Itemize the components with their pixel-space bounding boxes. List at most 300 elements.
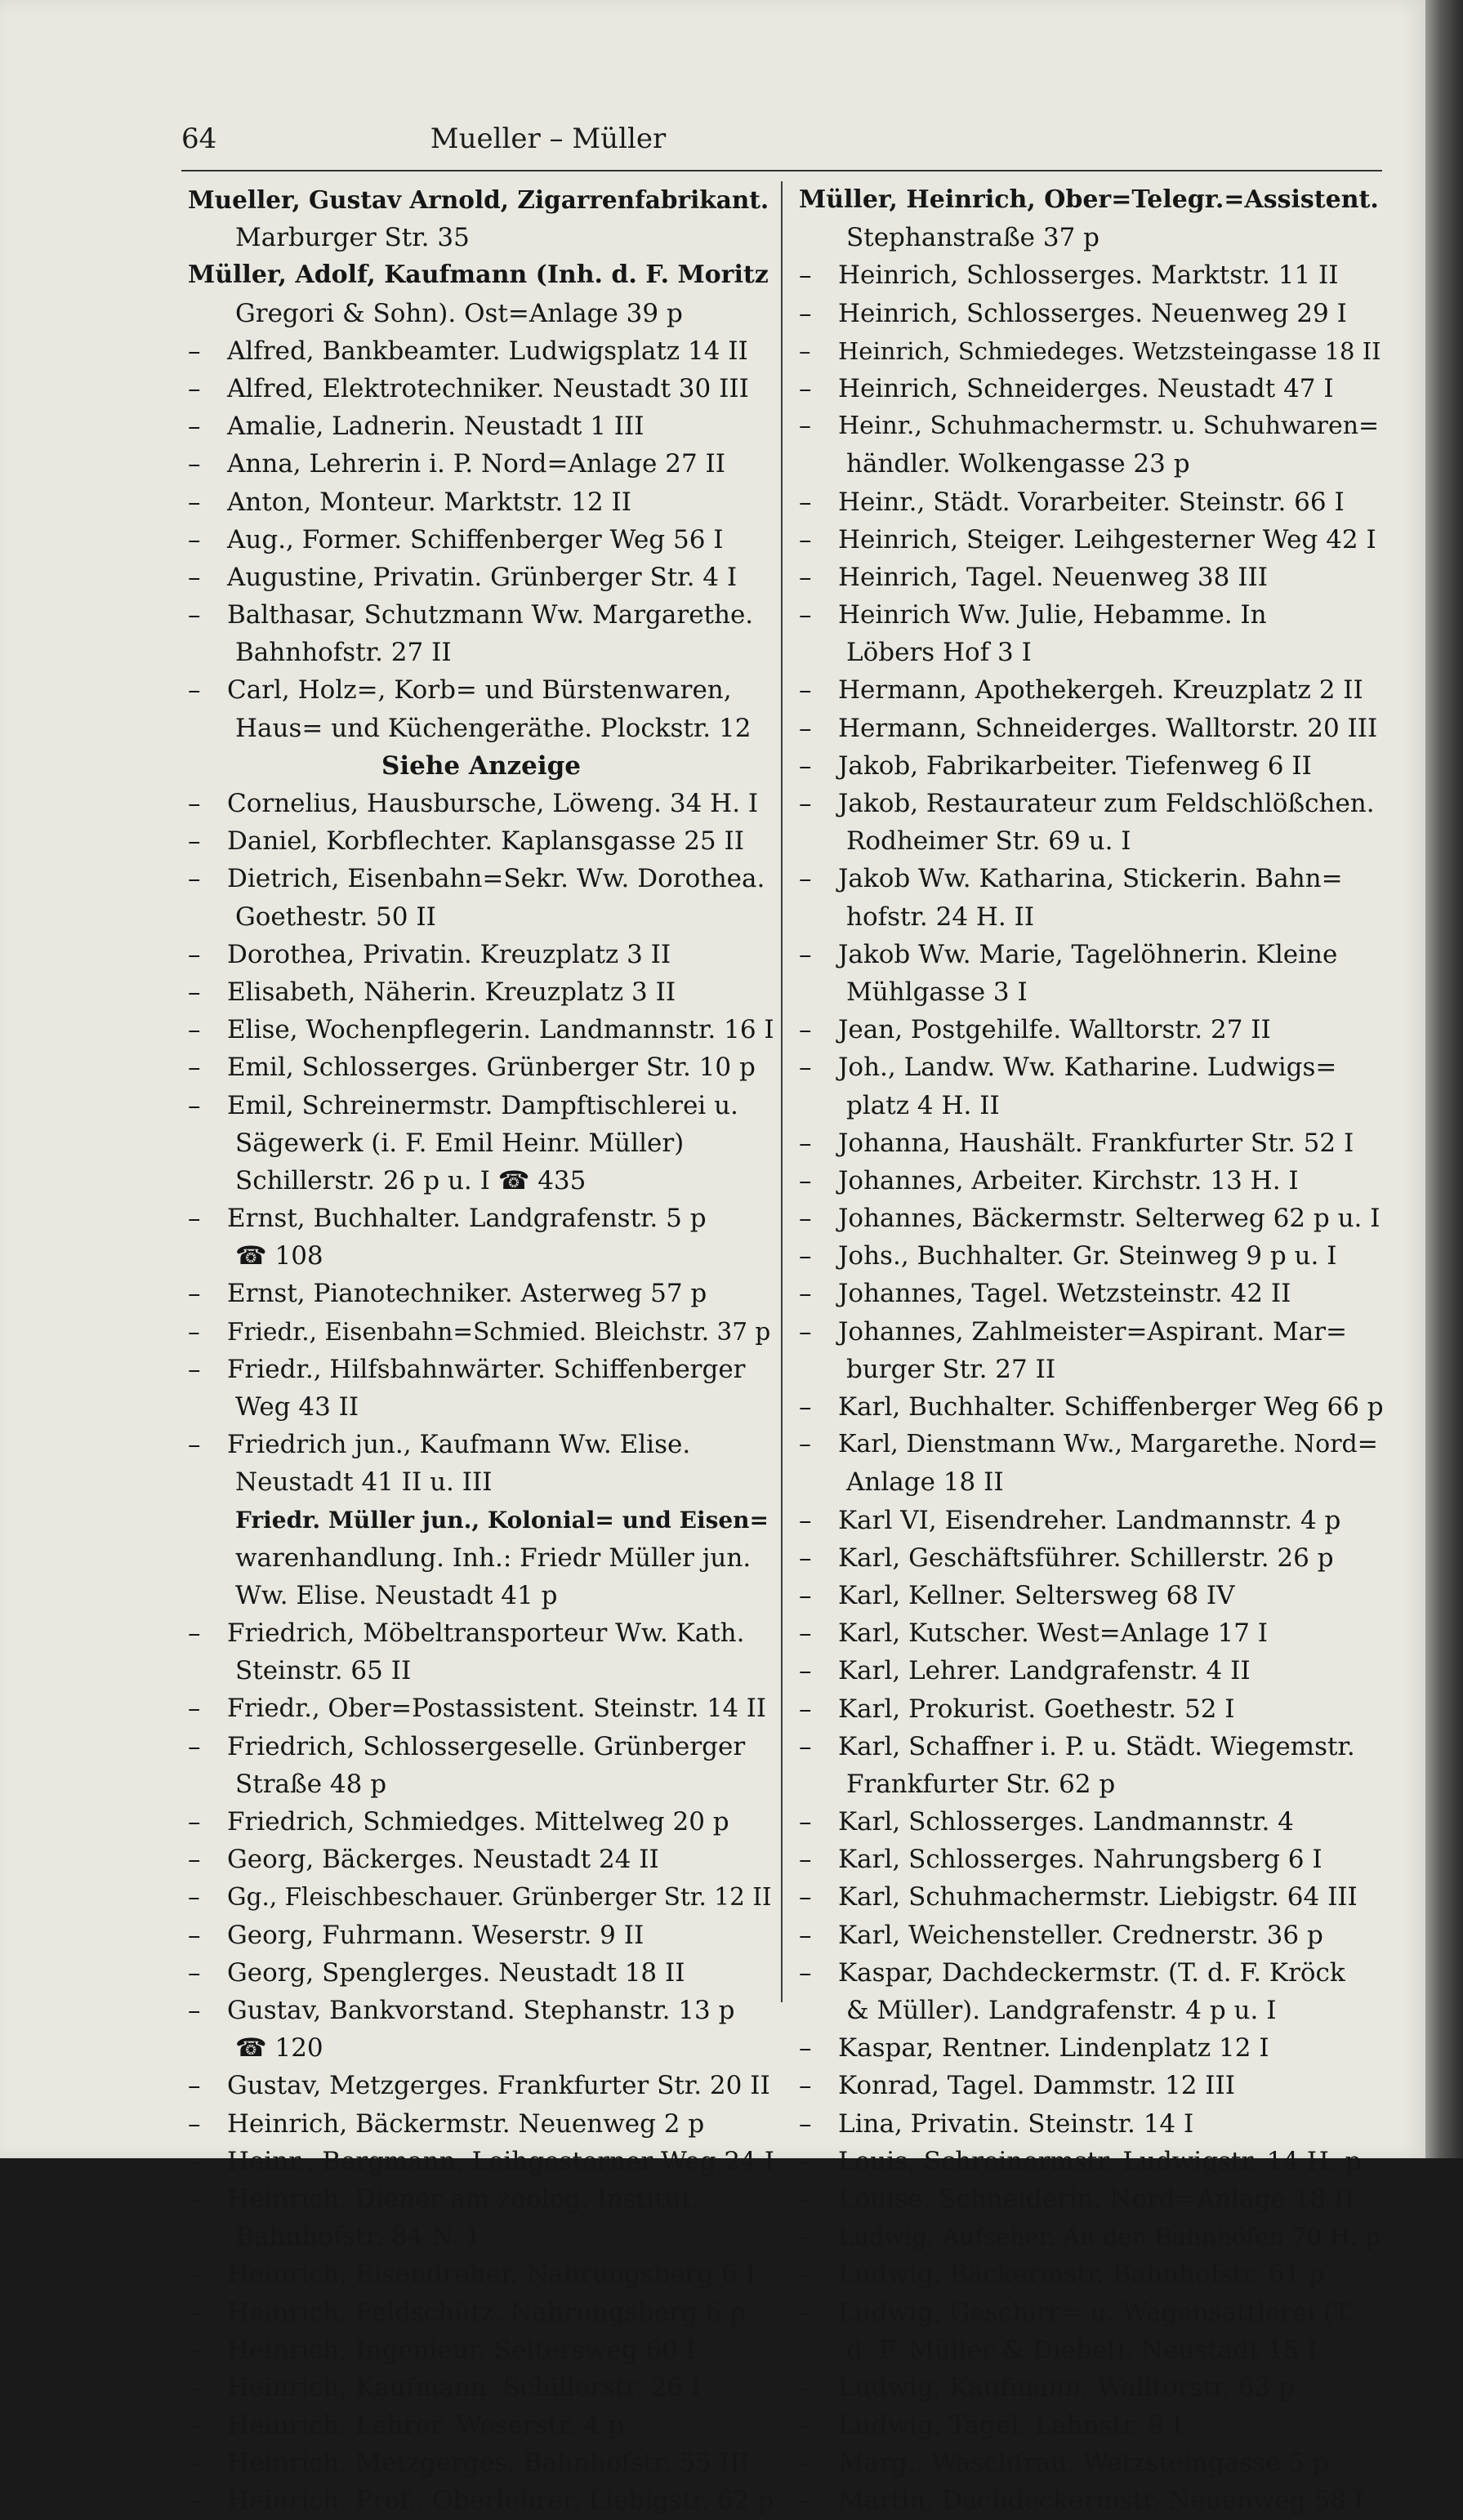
ditto-dash: –: [799, 750, 812, 781]
entry-text: Friedr. Müller jun., Kolonial= und Eisen=: [235, 1506, 769, 1534]
entry-text: Heinrich, Lehrer. Weserstr. 4 p: [227, 2411, 624, 2441]
ditto-dash: –: [188, 1618, 201, 1649]
entry-text: Jean, Postgehilfe. Walltorstr. 27 II: [838, 1015, 1271, 1045]
directory-entry-line: [799, 2369, 1385, 2406]
entry-text: Karl, Schlosserges. Landmannstr. 4: [838, 1807, 1294, 1837]
directory-entry-line: [188, 1690, 774, 1728]
directory-entry-line: [799, 1313, 1385, 1351]
entry-text: Gregori & Sohn). Ost=Anlage 39 p: [235, 298, 683, 328]
ditto-dash: –: [799, 2372, 812, 2402]
directory-entry-line: [188, 559, 774, 596]
ditto-dash: –: [799, 1694, 812, 1724]
ditto-dash: –: [799, 1731, 812, 1761]
directory-entry-line: [799, 1917, 1385, 1954]
ditto-dash: –: [799, 1505, 812, 1535]
ditto-dash: –: [799, 2260, 812, 2290]
ditto-dash: –: [188, 1090, 201, 1120]
entry-text: Alfred, Elektrotechniker. Neustadt 30 III: [227, 373, 749, 403]
ditto-dash: –: [188, 1204, 201, 1234]
directory-entry-line: [188, 710, 774, 747]
directory-entry-line: [188, 671, 774, 709]
ditto-dash: –: [799, 713, 812, 743]
ditto-dash: –: [188, 600, 201, 630]
entry-text: Bahnhofstr. 84 N. I: [235, 2222, 479, 2252]
entry-text: Heinrich, Schneiderges. Neustadt 47 I: [838, 373, 1334, 403]
ditto-dash: –: [188, 1694, 201, 1723]
entry-text: Louise, Schneiderin. Nord=Anlage 18 II: [838, 2184, 1354, 2214]
directory-entry-line: [799, 1878, 1385, 1916]
entry-text: platz 4 H. II: [846, 1090, 1000, 1120]
directory-entry-line: [799, 256, 1385, 294]
directory-entry-line: [799, 785, 1385, 822]
directory-entry-line: [799, 2294, 1385, 2331]
entry-text: Amalie, Ladnerin. Neustadt 1 III: [227, 412, 645, 442]
entry-text: Heinrich, Prof., Oberlehrer. Liebigstr. 62 p: [227, 2486, 774, 2516]
directory-entry-line: [188, 521, 774, 559]
entry-text: Karl, Buchhalter. Schiffenberger Weg 66 p: [838, 1392, 1384, 1422]
entry-text: Georg, Fuhrmann. Weserstr. 9 II: [227, 1920, 645, 1950]
entry-text: Johannes, Zahlmeister=Aspirant. Mar=: [838, 1316, 1347, 1347]
ditto-dash: –: [188, 1845, 201, 1875]
directory-entry-line: [799, 483, 1385, 521]
directory-entry-line: [188, 1614, 774, 1652]
entry-text: Friedrich, Möbeltransporteur Ww. Kath.: [227, 1618, 745, 1649]
directory-entry-line: [188, 2255, 774, 2293]
entry-text: Mueller, Gustav Arnold, Zigarrenfabrikant.: [188, 185, 769, 214]
ditto-dash: –: [799, 600, 812, 630]
directory-entry-line: [799, 1803, 1385, 1841]
directory-entry-line: [188, 747, 774, 785]
entry-text: Heinrich, Diener am zoolog. Institut.: [227, 2184, 699, 2214]
entry-text: Stephanstraße 37 p: [846, 223, 1100, 253]
entry-text: Aug., Former. Schiffenberger Weg 56 I: [227, 524, 724, 554]
entry-text: Augustine, Privatin. Grünberger Str. 4 I: [227, 562, 738, 592]
directory-entry-line: [188, 2482, 774, 2519]
entry-text: Marg., Waschfrau. Wetzsteingasse 5 p: [838, 2448, 1329, 2478]
directory-entry-line: [799, 1388, 1385, 1426]
ditto-dash: –: [188, 1883, 200, 1912]
entry-text: Hermann, Schneiderges. Walltorstr. 20 III: [838, 713, 1378, 743]
directory-entry-line: [799, 445, 1385, 483]
entry-text: Heinrich, Schmiedeges. Wetzsteingasse 18 II: [838, 336, 1381, 365]
directory-entry-line: [799, 1577, 1385, 1614]
entry-text: Heinr., Städt. Vorarbeiter. Steinstr. 66 I: [838, 487, 1345, 517]
ditto-dash: –: [188, 789, 201, 818]
entry-text: Ernst, Buchhalter. Landgrafenstr. 5 p: [227, 1204, 707, 1234]
entry-text: Gg., Fleischbeschauer. Grünberger Str. 12 II: [227, 1883, 772, 1912]
entry-text: Ludwig, Bäckermstr. Bahnhofstr. 61 p: [838, 2260, 1325, 2290]
directory-entry-line: [799, 2143, 1385, 2180]
ditto-dash: –: [799, 2184, 812, 2214]
directory-entry-line: [799, 2029, 1385, 2067]
ditto-dash: –: [188, 412, 201, 442]
entry-text: Alfred, Bankbeamter. Ludwigsplatz 14 II: [227, 336, 748, 366]
entry-text: Bahnhofstr. 27 II: [235, 638, 452, 668]
directory-entry-line: [188, 295, 774, 332]
directory-entry-line: [799, 1463, 1385, 1501]
ditto-dash: –: [799, 2297, 812, 2327]
ditto-dash: –: [799, 1920, 812, 1950]
directory-entry-line: [188, 1162, 774, 1200]
directory-entry-line: [188, 1275, 774, 1312]
entry-text: Anton, Monteur. Marktstr. 12 II: [227, 487, 631, 517]
ditto-dash: –: [799, 864, 812, 894]
ditto-dash: –: [799, 1128, 812, 1158]
entry-text: Heinrich, Kaufmann. Schillerstr. 26 I: [227, 2372, 702, 2402]
ditto-dash: –: [799, 1882, 812, 1912]
entry-text: Joh., Landw. Ww. Katharine. Ludwigs=: [838, 1053, 1337, 1083]
ditto-dash: –: [799, 2223, 811, 2251]
directory-entry-line: [188, 1577, 774, 1614]
ditto-dash: –: [799, 1618, 812, 1649]
ditto-dash: –: [799, 1656, 812, 1686]
directory-entry-line: [188, 2180, 774, 2218]
entry-text: Kaspar, Dachdeckermstr. (T. d. F. Kröck: [838, 1957, 1345, 1988]
ditto-dash: –: [799, 1053, 812, 1083]
ditto-dash: –: [799, 1807, 812, 1837]
directory-entry-line: [799, 936, 1385, 973]
entry-text: Neustadt 41 II u. III: [235, 1467, 493, 1498]
entry-text: Marburger Str. 35: [235, 223, 470, 253]
entry-text: händler. Wolkengasse 23 p: [846, 449, 1190, 479]
entry-text: Georg, Bäckerges. Neustadt 24 II: [227, 1845, 659, 1875]
ditto-dash: –: [799, 1316, 812, 1347]
entry-text: Karl, Kutscher. West=Anlage 17 I: [838, 1618, 1269, 1649]
directory-entry-line: [188, 1388, 774, 1426]
ditto-dash: –: [188, 1053, 201, 1083]
directory-entry-line: [188, 1539, 774, 1577]
entry-text: Johannes, Bäckermstr. Selterweg 62 p u. I: [838, 1204, 1380, 1234]
directory-entry-line: [188, 898, 774, 936]
ditto-dash: –: [188, 864, 201, 894]
entry-text: Mühlgasse 3 I: [846, 977, 1028, 1007]
ditto-dash: –: [188, 336, 201, 366]
directory-entry-line: [799, 710, 1385, 747]
ditto-dash: –: [799, 2108, 812, 2139]
entry-text: Konrad, Tagel. Dammstr. 12 III: [838, 2071, 1236, 2101]
entry-text: Johanna, Haushält. Frankfurter Str. 52 I: [838, 1128, 1354, 1158]
entry-text: Kaspar, Rentner. Lindenplatz 12 I: [838, 2033, 1269, 2064]
entry-text: Heinrich, Eisendreher. Nahrungsberg 6 I: [227, 2260, 756, 2290]
directory-entry-line: [188, 1463, 774, 1501]
ditto-dash: –: [188, 1279, 201, 1309]
directory-entry-line: [799, 521, 1385, 559]
entry-text: Balthasar, Schutzmann Ww. Margarethe.: [227, 600, 754, 630]
entry-text: Jakob Ww. Marie, Tagelöhnerin. Kleine: [838, 939, 1338, 969]
directory-entry-line: [188, 1237, 774, 1275]
entry-text: Karl VI, Eisendreher. Landmannstr. 4 p: [838, 1505, 1341, 1535]
directory-entry-line: [188, 1803, 774, 1841]
ditto-dash: –: [188, 977, 201, 1007]
entry-text: Karl, Schaffner i. P. u. Städt. Wiegemstr.: [838, 1731, 1355, 1761]
directory-entry-line: [799, 1502, 1385, 1539]
directory-entry-line: [188, 1011, 774, 1049]
entry-text: Ww. Elise. Neustadt 41 p: [235, 1580, 558, 1610]
directory-entry-line: [799, 2444, 1385, 2482]
running-title: Mueller – Müller: [430, 122, 667, 155]
entry-text: Karl, Geschäftsführer. Schillerstr. 26 p: [838, 1543, 1334, 1573]
directory-entry-line: [188, 1841, 774, 1878]
entry-text: Karl, Weichensteller. Crednerstr. 36 p: [838, 1920, 1323, 1950]
ditto-dash: –: [188, 939, 201, 969]
directory-entry-line: [799, 370, 1385, 407]
entry-text: Cornelius, Hausbursche, Löweng. 34 H. I: [227, 789, 759, 818]
directory-entry-line: [799, 295, 1385, 332]
entry-text: Elisabeth, Näherin. Kreuzplatz 3 II: [227, 977, 676, 1007]
directory-entry-line: [799, 2255, 1385, 2293]
ditto-dash: –: [799, 412, 811, 441]
directory-entry-line: [188, 596, 774, 634]
directory-entry-line: [799, 1200, 1385, 1237]
directory-entry-line: [188, 219, 774, 256]
ditto-dash: –: [799, 2411, 812, 2441]
entry-text: Sägewerk (i. F. Emil Heinr. Müller): [235, 1128, 685, 1158]
directory-entry-line: [188, 2406, 774, 2444]
entry-text: Ernst, Pianotechniker. Asterweg 57 p: [227, 1279, 707, 1309]
ditto-dash: –: [188, 1317, 200, 1346]
entry-text: Karl, Prokurist. Goethestr. 52 I: [838, 1694, 1235, 1724]
directory-entry-line: [188, 1049, 774, 1086]
directory-entry-line: [799, 1162, 1385, 1200]
entry-text: Müller, Adolf, Kaufmann (Inh. d. F. Moritz: [188, 260, 769, 290]
entry-text: Frankfurter Str. 62 p: [846, 1769, 1116, 1799]
directory-entry-line: [188, 1351, 774, 1388]
entry-text: Elise, Wochenpflegerin. Landmannstr. 16 I: [227, 1015, 774, 1045]
entry-text: Ludwig, Geschirr= u. Wagensattlerei (T.: [838, 2297, 1355, 2327]
directory-entry-line: [188, 407, 774, 445]
ditto-dash: –: [188, 1996, 201, 2025]
ditto-dash: –: [188, 1430, 201, 1460]
entry-text: Hermann, Apothekergeh. Kreuzplatz 2 II: [838, 675, 1363, 706]
ditto-dash: –: [188, 1920, 201, 1950]
ditto-dash: –: [799, 2486, 812, 2516]
entry-text: Anna, Lehrerin i. P. Nord=Anlage 27 II: [227, 449, 726, 479]
directory-entry-line: [799, 898, 1385, 936]
directory-entry-line: [188, 860, 774, 897]
directory-entry-line: [188, 2067, 774, 2104]
ditto-dash: –: [799, 1165, 812, 1195]
directory-entry-line: [799, 2331, 1385, 2369]
entry-text: Heinrich, Tagel. Neuenweg 38 III: [838, 562, 1268, 592]
entry-text: Carl, Holz=, Korb= und Bürstenwaren,: [227, 675, 732, 706]
directory-entry-line: [799, 1049, 1385, 1086]
ditto-dash: –: [188, 1731, 201, 1761]
entry-text: & Müller). Landgrafenstr. 4 p u. I: [846, 1996, 1277, 2025]
ditto-dash: –: [799, 2146, 812, 2176]
ditto-dash: –: [188, 1354, 201, 1384]
directory-entry-line: [799, 2105, 1385, 2143]
directory-entry-line: [799, 2218, 1385, 2255]
ditto-dash: –: [799, 1845, 812, 1875]
ditto-dash: –: [188, 373, 201, 403]
entry-text: Haus= und Küchengeräthe. Plockstr. 12: [235, 713, 752, 743]
entry-text: Johannes, Arbeiter. Kirchstr. 13 H. I: [838, 1165, 1299, 1195]
entry-text: Goethestr. 50 II: [235, 902, 436, 932]
page-header: [181, 122, 915, 163]
ditto-dash: –: [188, 1957, 201, 1988]
header-rule: [181, 170, 1382, 171]
directory-entry-line: [799, 1954, 1385, 1992]
ditto-dash: –: [188, 524, 201, 554]
directory-entry-line: [799, 596, 1385, 634]
ditto-dash: –: [188, 2372, 201, 2402]
directory-entry-line: [799, 1652, 1385, 1690]
entry-text: Löbers Hof 3 I: [846, 638, 1032, 668]
entry-text: Rodheimer Str. 69 u. I: [846, 826, 1131, 857]
ditto-dash: –: [799, 1204, 812, 1234]
entry-text: Heinrich, Bäckermstr. Neuenweg 2 p: [227, 2108, 705, 2139]
ditto-dash: –: [799, 2071, 812, 2101]
ditto-dash: –: [799, 1015, 812, 1045]
entry-text: ☎ 108: [235, 1241, 323, 1271]
entry-text: Johannes, Tagel. Wetzsteinstr. 42 II: [838, 1279, 1291, 1309]
entry-text: Schillerstr. 26 p u. I ☎ 435: [235, 1165, 587, 1195]
directory-entry-line: [188, 2369, 774, 2406]
directory-entry-line: [799, 1237, 1385, 1275]
directory-entry-line: [799, 1690, 1385, 1728]
entry-text: Steinstr. 65 II: [235, 1656, 412, 1686]
ditto-dash: –: [799, 789, 812, 818]
directory-entry-line: [799, 1728, 1385, 1765]
directory-entry-line: [188, 181, 774, 219]
directory-entry-line: [188, 370, 774, 407]
directory-entry-line: [188, 1765, 774, 1803]
ditto-dash: –: [188, 2448, 201, 2478]
ditto-dash: –: [188, 449, 201, 479]
entry-text: Karl, Schuhmachermstr. Liebigstr. 64 III: [838, 1882, 1358, 1912]
ditto-dash: –: [799, 487, 812, 517]
directory-entry-line: [188, 1992, 774, 2029]
entry-text: Karl, Schlosserges. Nahrungsberg 6 I: [838, 1845, 1322, 1875]
directory-entry-line: [188, 2444, 774, 2482]
ditto-dash: –: [799, 1392, 812, 1422]
directory-entry-line: [188, 634, 774, 671]
directory-entry-line: [188, 2294, 774, 2331]
entry-text: Heinrich, Feldschütz. Nahrungsberg 6 p: [227, 2297, 746, 2327]
entry-text: Ludwig, Kaufmann. Walltorstr. 63 p: [838, 2372, 1296, 2402]
entry-text: Friedrich jun., Kaufmann Ww. Elise.: [227, 1430, 691, 1460]
entry-text: Karl, Lehrer. Landgrafenstr. 4 II: [838, 1656, 1251, 1686]
directory-entry-line: [799, 634, 1385, 671]
entry-text: Friedrich, Schmiedges. Mittelweg 20 p: [227, 1807, 729, 1837]
entry-text: Müller, Heinrich, Ober=Telegr.=Assistent.: [799, 185, 1379, 214]
ditto-dash: –: [799, 1580, 812, 1610]
entry-text: Straße 48 p: [235, 1769, 387, 1799]
entry-text: Jakob Ww. Katharina, Stickerin. Bahn=: [838, 864, 1343, 894]
left-column: [188, 181, 774, 2520]
entry-text: Friedr., Hilfsbahnwärter. Schiffenberger: [227, 1354, 746, 1384]
entry-text: Martin, Dachdeckermstr. Neuenweg 58 I: [838, 2486, 1365, 2516]
directory-entry-line: [799, 1614, 1385, 1652]
directory-entry-line: [799, 181, 1385, 219]
entry-text: Gustav, Bankvorstand. Stephanstr. 13 p: [227, 1996, 735, 2025]
ditto-dash: –: [799, 1241, 812, 1271]
directory-entry-line: [188, 973, 774, 1011]
directory-entry-line: [799, 1426, 1385, 1463]
directory-entry-line: [799, 1275, 1385, 1312]
directory-entry-line: [188, 2143, 774, 2180]
page-number: 64: [181, 122, 217, 155]
directory-entry-line: [799, 973, 1385, 1011]
ditto-dash: –: [188, 2411, 201, 2441]
entry-text: Karl, Kellner. Seltersweg 68 IV: [838, 1580, 1235, 1610]
ditto-dash: –: [799, 1430, 811, 1459]
ditto-dash: –: [188, 562, 201, 592]
directory-entry-line: [188, 1200, 774, 1237]
entry-text: Dietrich, Eisenbahn=Sekr. Ww. Dorothea.: [227, 864, 765, 894]
directory-entry-line: [799, 747, 1385, 785]
directory-entry-line: [799, 822, 1385, 860]
ditto-dash: –: [188, 1807, 201, 1837]
entry-text: Karl, Dienstmann Ww., Margarethe. Nord=: [838, 1430, 1378, 1459]
directory-entry-line: [188, 2218, 774, 2255]
ditto-dash: –: [799, 298, 812, 328]
directory-entry-line: [799, 1351, 1385, 1388]
directory-entry-line: [188, 1652, 774, 1690]
entry-text: Emil, Schreinermstr. Dampftischlerei u.: [227, 1090, 738, 1120]
entry-text: Friedr., Eisenbahn=Schmied. Bleichstr. 37 p: [227, 1317, 771, 1346]
directory-entry-line: [188, 1313, 774, 1351]
ditto-dash: –: [799, 939, 812, 969]
ditto-dash: –: [799, 1957, 812, 1988]
ditto-dash: –: [188, 2335, 201, 2365]
directory-entry-line: [188, 445, 774, 483]
directory-entry-line: [799, 1539, 1385, 1577]
directory-entry-line: [799, 2482, 1385, 2519]
entry-text: Heinrich, Steiger. Leihgesterner Weg 42 I: [838, 524, 1376, 554]
directory-entry-line: [799, 1087, 1385, 1124]
directory-entry-line: [188, 1878, 774, 1916]
ditto-dash: –: [799, 524, 812, 554]
book-edge: [1425, 0, 1463, 2158]
directory-entry-line: [799, 2406, 1385, 2444]
directory-entry-line: [188, 1124, 774, 1162]
entry-text: Siehe Anzeige: [381, 750, 582, 781]
directory-entry-line: [799, 2180, 1385, 2218]
entry-text: hofstr. 24 H. II: [846, 902, 1035, 932]
ditto-dash: –: [799, 1279, 812, 1309]
ditto-dash: –: [188, 1015, 201, 1045]
directory-entry-line: [188, 1917, 774, 1954]
entry-text: Johs., Buchhalter. Gr. Steinweg 9 p u. I: [838, 1241, 1337, 1271]
entry-text: Heinrich, Schlosserges. Neuenweg 29 I: [838, 298, 1347, 328]
directory-entry-line: [799, 671, 1385, 709]
ditto-dash: –: [188, 2146, 201, 2176]
ditto-dash: –: [799, 675, 812, 706]
directory-entry-line: [188, 1502, 774, 1539]
directory-entry-line: [799, 1124, 1385, 1162]
entry-text: Heinrich, Ingenieur. Seltersweg 60 I: [227, 2335, 696, 2365]
directory-entry-line: [188, 1728, 774, 1765]
directory-entry-line: [188, 2105, 774, 2143]
ditto-dash: –: [188, 487, 201, 517]
entry-text: Weg 43 II: [235, 1392, 359, 1422]
ditto-dash: –: [188, 2297, 201, 2327]
right-column: [799, 181, 1385, 2520]
entry-text: warenhandlung. Inh.: Friedr Müller jun.: [235, 1543, 752, 1573]
entry-text: burger Str. 27 II: [846, 1354, 1056, 1384]
entry-text: Gustav, Metzgerges. Frankfurter Str. 20 II: [227, 2071, 770, 2101]
directory-entry-line: [188, 1426, 774, 1463]
directory-entry-line: [188, 483, 774, 521]
ditto-dash: –: [799, 336, 811, 365]
directory-entry-line: [188, 1087, 774, 1124]
ditto-dash: –: [188, 2071, 201, 2101]
entry-text: Jakob, Fabrikarbeiter. Tiefenweg 6 II: [838, 750, 1312, 781]
ditto-dash: –: [799, 260, 812, 291]
entry-text: Heinr., Bergmann. Leihgesterner Weg 24 I: [227, 2146, 774, 2176]
entry-text: Louis, Schreinermstr. Ludwigstr. 14 H. p: [838, 2146, 1362, 2176]
